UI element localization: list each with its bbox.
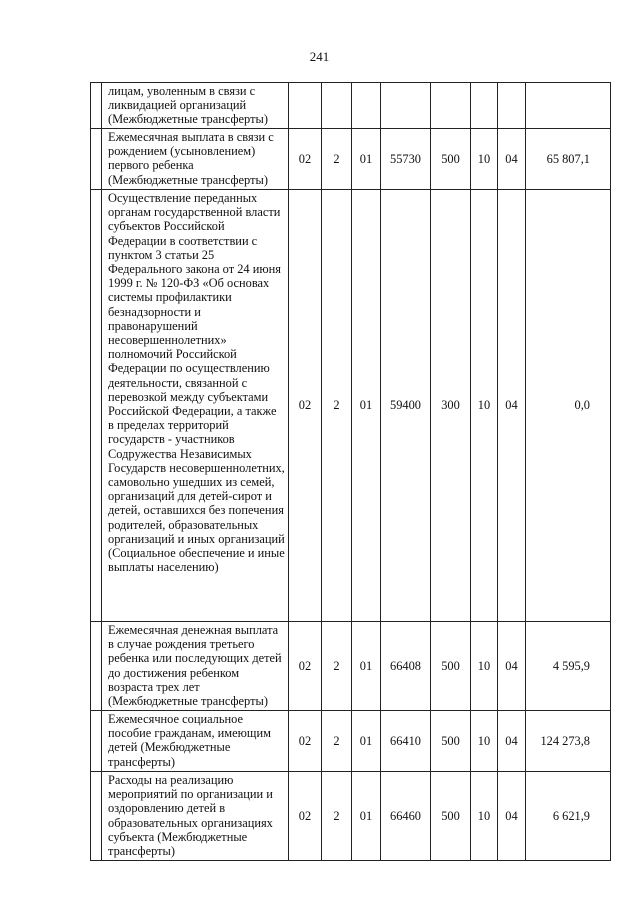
cell-amount: 0,0 [526,190,611,622]
row-name: Ежемесячная денежная выплата в случае рождения третьего ребенка или последующих детей до достижения ребенком возраста трех лет (Межбюджетные трансферты) [102,622,289,711]
cell-code-4: 66408 [381,622,431,711]
cell-code-7: 04 [498,772,526,861]
table-row [91,129,611,190]
cell-code-5: 500 [431,772,471,861]
cell-code-1: 02 [289,129,322,190]
cell-code-7: 04 [498,711,526,772]
cell-code-5: 500 [431,129,471,190]
cell-code-2: 2 [322,190,352,622]
cell-code-5 [431,83,471,129]
row-name: Расходы на реализацию мероприятий по организации и оздоровлению детей в образовательных организациях субъекта (Межбюджетные трансферты) [102,772,289,861]
cell-code-5: 300 [431,190,471,622]
cell-code-1 [289,83,322,129]
cell-code-6: 10 [471,772,498,861]
cell-code-7: 04 [498,129,526,190]
cell-code-1: 02 [289,711,322,772]
cell-code-3: 01 [352,129,381,190]
cell-code-3: 01 [352,190,381,622]
row-name: лицам, уволенным в связи с ликвидацией организаций (Межбюджетные трансферты) [102,83,289,129]
cell-code-4: 55730 [381,129,431,190]
cell-code-1: 02 [289,622,322,711]
row-name: Осуществление переданных органам государственной власти субъектов Российской Федерации в соответствии с пунктом 3 статьи 25 Федерального закона от 24 июня 1999 г. № 120-ФЗ «Об основах системы профилактики безнадзорности и правонарушений несовершеннолетних» полномочий Российской Федерации по осуществлению деятельности, связанной с перевозкой между субъектами Российской Федерации, а также в пределах территорий государств - участников Содружества Независимых Государств несовершеннолетних, самовольно ушедших из семей, организаций для детей-сирот и детей, оставшихся без попечения родителей, образовательных организаций и иных организаций (Социальное обеспечение и иные выплаты населению) [102,190,289,622]
cell-code-7 [498,83,526,129]
cell-code-6: 10 [471,622,498,711]
cell-code-7: 04 [498,190,526,622]
cell-code-6: 10 [471,129,498,190]
row-name: Ежемесячная выплата в связи с рождением (усыновлением) первого ребенка (Межбюджетные трансферты) [102,129,289,190]
cell-amount: 124 273,8 [526,711,611,772]
row-name: Ежемесячное социальное пособие гражданам, имеющим детей (Межбюджетные трансферты) [102,711,289,772]
cell-code-4: 66460 [381,772,431,861]
cell-code-5: 500 [431,711,471,772]
cell-code-4: 59400 [381,190,431,622]
cell-code-2: 2 [322,129,352,190]
cell-amount [526,83,611,129]
table-row [91,622,611,711]
cell-code-7: 04 [498,622,526,711]
cell-code-2: 2 [322,622,352,711]
cell-code-5: 500 [431,622,471,711]
cell-amount: 65 807,1 [526,129,611,190]
cell-code-4: 66410 [381,711,431,772]
cell-code-1: 02 [289,772,322,861]
table-row [91,83,611,129]
cell-code-2 [322,83,352,129]
table-row [91,190,611,622]
cell-code-6: 10 [471,190,498,622]
cell-code-6 [471,83,498,129]
cell-code-1: 02 [289,190,322,622]
table-row [91,772,611,861]
cell-code-3 [352,83,381,129]
cell-code-3: 01 [352,622,381,711]
budget-table [90,82,611,861]
cell-code-4 [381,83,431,129]
table-row [91,711,611,772]
cell-amount: 4 595,9 [526,622,611,711]
cell-amount: 6 621,9 [526,772,611,861]
cell-code-3: 01 [352,772,381,861]
cell-code-2: 2 [322,772,352,861]
cell-code-2: 2 [322,711,352,772]
page-number: 241 [309,49,330,64]
cell-code-6: 10 [471,711,498,772]
cell-code-3: 01 [352,711,381,772]
